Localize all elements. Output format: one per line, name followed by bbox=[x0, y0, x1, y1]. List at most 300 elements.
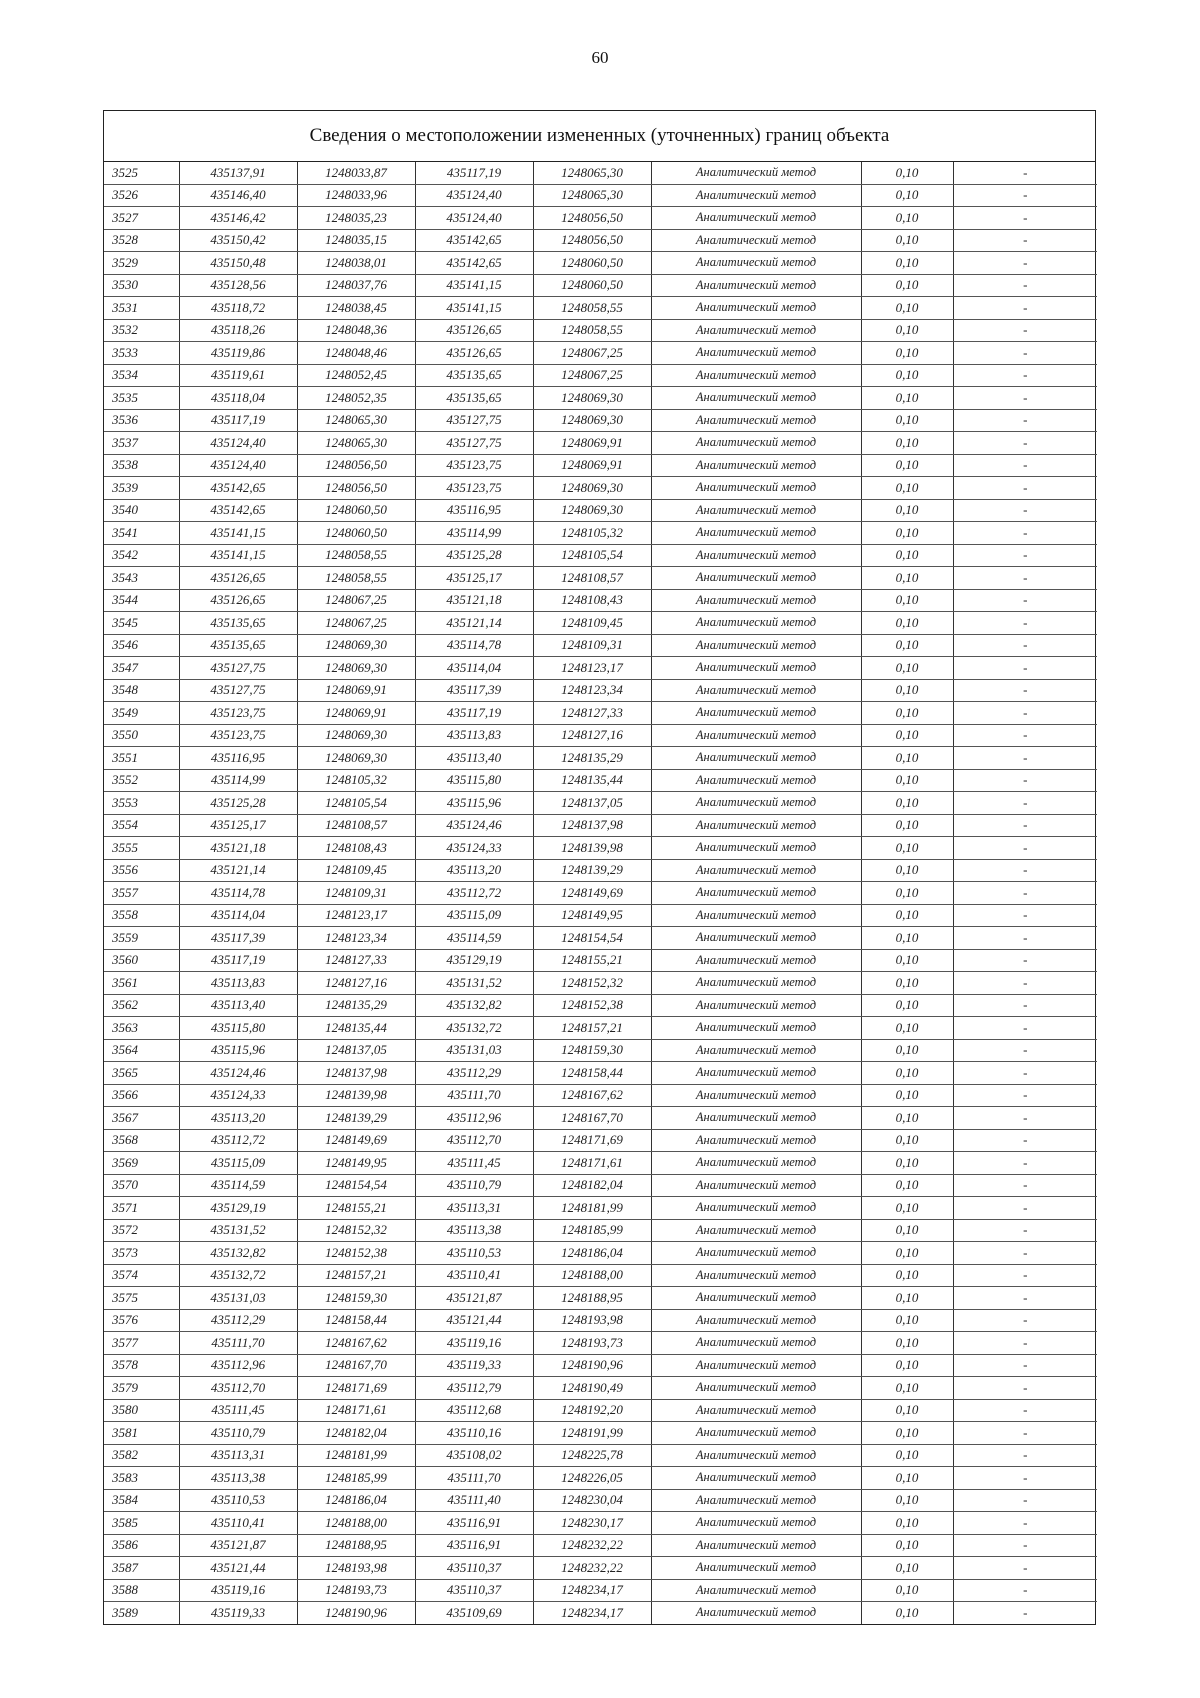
point-number-cell: 3575 bbox=[104, 1287, 179, 1310]
y-new-cell: 1248135,29 bbox=[533, 747, 651, 770]
method-cell: Аналитический метод bbox=[651, 319, 861, 342]
y-new-cell: 1248234,17 bbox=[533, 1602, 651, 1624]
x-new-cell: 435142,65 bbox=[415, 229, 533, 252]
point-number-cell: 3585 bbox=[104, 1512, 179, 1535]
x-new-cell: 435123,75 bbox=[415, 477, 533, 500]
table-row bbox=[104, 162, 1097, 184]
point-number-cell: 3587 bbox=[104, 1557, 179, 1580]
y-new-cell: 1248171,61 bbox=[533, 1152, 651, 1175]
table-row bbox=[104, 792, 1097, 815]
point-number-cell: 3531 bbox=[104, 297, 179, 320]
y-old-cell: 1248069,30 bbox=[297, 724, 415, 747]
table-row bbox=[104, 1354, 1097, 1377]
y-new-cell: 1248225,78 bbox=[533, 1444, 651, 1467]
y-new-cell: 1248067,25 bbox=[533, 342, 651, 365]
y-new-cell: 1248188,00 bbox=[533, 1264, 651, 1287]
accuracy-cell: 0,10 bbox=[861, 1354, 953, 1377]
point-number-cell: 3558 bbox=[104, 904, 179, 927]
point-number-cell: 3589 bbox=[104, 1602, 179, 1624]
x-old-cell: 435113,40 bbox=[179, 994, 297, 1017]
x-new-cell: 435110,53 bbox=[415, 1242, 533, 1265]
y-old-cell: 1248188,00 bbox=[297, 1512, 415, 1535]
x-new-cell: 435119,16 bbox=[415, 1332, 533, 1355]
x-old-cell: 435114,99 bbox=[179, 769, 297, 792]
note-cell: - bbox=[953, 1444, 1097, 1467]
accuracy-cell: 0,10 bbox=[861, 1489, 953, 1512]
y-new-cell: 1248060,50 bbox=[533, 274, 651, 297]
point-number-cell: 3574 bbox=[104, 1264, 179, 1287]
x-new-cell: 435110,37 bbox=[415, 1579, 533, 1602]
x-new-cell: 435135,65 bbox=[415, 364, 533, 387]
y-old-cell: 1248060,50 bbox=[297, 522, 415, 545]
y-new-cell: 1248230,04 bbox=[533, 1489, 651, 1512]
y-old-cell: 1248105,54 bbox=[297, 792, 415, 815]
note-cell: - bbox=[953, 859, 1097, 882]
y-old-cell: 1248135,29 bbox=[297, 994, 415, 1017]
method-cell: Аналитический метод bbox=[651, 477, 861, 500]
x-old-cell: 435112,70 bbox=[179, 1377, 297, 1400]
accuracy-cell: 0,10 bbox=[861, 544, 953, 567]
accuracy-cell: 0,10 bbox=[861, 522, 953, 545]
y-old-cell: 1248149,95 bbox=[297, 1152, 415, 1175]
accuracy-cell: 0,10 bbox=[861, 567, 953, 590]
x-old-cell: 435110,53 bbox=[179, 1489, 297, 1512]
accuracy-cell: 0,10 bbox=[861, 679, 953, 702]
x-old-cell: 435150,42 bbox=[179, 229, 297, 252]
method-cell: Аналитический метод bbox=[651, 274, 861, 297]
x-new-cell: 435117,19 bbox=[415, 162, 533, 184]
y-old-cell: 1248108,57 bbox=[297, 814, 415, 837]
table-row bbox=[104, 567, 1097, 590]
accuracy-cell: 0,10 bbox=[861, 1309, 953, 1332]
x-old-cell: 435113,31 bbox=[179, 1444, 297, 1467]
note-cell: - bbox=[953, 1017, 1097, 1040]
y-new-cell: 1248139,29 bbox=[533, 859, 651, 882]
x-new-cell: 435113,40 bbox=[415, 747, 533, 770]
table-row bbox=[104, 1084, 1097, 1107]
point-number-cell: 3586 bbox=[104, 1534, 179, 1557]
table-body bbox=[104, 162, 1097, 1624]
point-number-cell: 3527 bbox=[104, 207, 179, 230]
accuracy-cell: 0,10 bbox=[861, 994, 953, 1017]
y-new-cell: 1248152,38 bbox=[533, 994, 651, 1017]
y-old-cell: 1248037,76 bbox=[297, 274, 415, 297]
note-cell: - bbox=[953, 252, 1097, 275]
table-row bbox=[104, 1039, 1097, 1062]
note-cell: - bbox=[953, 1467, 1097, 1490]
note-cell: - bbox=[953, 994, 1097, 1017]
table-row bbox=[104, 1017, 1097, 1040]
note-cell: - bbox=[953, 522, 1097, 545]
point-number-cell: 3534 bbox=[104, 364, 179, 387]
method-cell: Аналитический метод bbox=[651, 1557, 861, 1580]
x-old-cell: 435127,75 bbox=[179, 657, 297, 680]
x-old-cell: 435124,40 bbox=[179, 454, 297, 477]
table-row bbox=[104, 814, 1097, 837]
note-cell: - bbox=[953, 1039, 1097, 1062]
point-number-cell: 3581 bbox=[104, 1422, 179, 1445]
y-new-cell: 1248158,44 bbox=[533, 1062, 651, 1085]
x-new-cell: 435125,17 bbox=[415, 567, 533, 590]
y-new-cell: 1248159,30 bbox=[533, 1039, 651, 1062]
x-new-cell: 435132,72 bbox=[415, 1017, 533, 1040]
x-new-cell: 435127,75 bbox=[415, 409, 533, 432]
x-new-cell: 435116,91 bbox=[415, 1534, 533, 1557]
x-old-cell: 435119,16 bbox=[179, 1579, 297, 1602]
note-cell: - bbox=[953, 949, 1097, 972]
x-old-cell: 435142,65 bbox=[179, 477, 297, 500]
method-cell: Аналитический метод bbox=[651, 904, 861, 927]
y-new-cell: 1248190,49 bbox=[533, 1377, 651, 1400]
x-old-cell: 435121,14 bbox=[179, 859, 297, 882]
y-old-cell: 1248139,29 bbox=[297, 1107, 415, 1130]
y-old-cell: 1248152,38 bbox=[297, 1242, 415, 1265]
point-number-cell: 3539 bbox=[104, 477, 179, 500]
accuracy-cell: 0,10 bbox=[861, 882, 953, 905]
accuracy-cell: 0,10 bbox=[861, 319, 953, 342]
note-cell: - bbox=[953, 814, 1097, 837]
method-cell: Аналитический метод bbox=[651, 702, 861, 725]
x-new-cell: 435111,70 bbox=[415, 1084, 533, 1107]
y-new-cell: 1248226,05 bbox=[533, 1467, 651, 1490]
y-new-cell: 1248157,21 bbox=[533, 1017, 651, 1040]
x-new-cell: 435112,72 bbox=[415, 882, 533, 905]
y-old-cell: 1248033,96 bbox=[297, 184, 415, 207]
point-number-cell: 3583 bbox=[104, 1467, 179, 1490]
point-number-cell: 3555 bbox=[104, 837, 179, 860]
x-new-cell: 435115,09 bbox=[415, 904, 533, 927]
x-new-cell: 435124,33 bbox=[415, 837, 533, 860]
x-old-cell: 435114,78 bbox=[179, 882, 297, 905]
note-cell: - bbox=[953, 1219, 1097, 1242]
x-new-cell: 435135,65 bbox=[415, 387, 533, 410]
point-number-cell: 3577 bbox=[104, 1332, 179, 1355]
note-cell: - bbox=[953, 904, 1097, 927]
x-old-cell: 435112,29 bbox=[179, 1309, 297, 1332]
method-cell: Аналитический метод bbox=[651, 229, 861, 252]
method-cell: Аналитический метод bbox=[651, 409, 861, 432]
table-row bbox=[104, 207, 1097, 230]
x-new-cell: 435112,29 bbox=[415, 1062, 533, 1085]
x-old-cell: 435115,96 bbox=[179, 1039, 297, 1062]
y-old-cell: 1248052,45 bbox=[297, 364, 415, 387]
y-old-cell: 1248137,05 bbox=[297, 1039, 415, 1062]
y-new-cell: 1248154,54 bbox=[533, 927, 651, 950]
y-new-cell: 1248056,50 bbox=[533, 229, 651, 252]
table-row bbox=[104, 612, 1097, 635]
table-row bbox=[104, 522, 1097, 545]
x-new-cell: 435125,28 bbox=[415, 544, 533, 567]
accuracy-cell: 0,10 bbox=[861, 1062, 953, 1085]
point-number-cell: 3588 bbox=[104, 1579, 179, 1602]
y-old-cell: 1248069,30 bbox=[297, 657, 415, 680]
x-new-cell: 435108,02 bbox=[415, 1444, 533, 1467]
accuracy-cell: 0,10 bbox=[861, 1377, 953, 1400]
y-new-cell: 1248230,17 bbox=[533, 1512, 651, 1535]
accuracy-cell: 0,10 bbox=[861, 702, 953, 725]
x-new-cell: 435131,52 bbox=[415, 972, 533, 995]
accuracy-cell: 0,10 bbox=[861, 792, 953, 815]
x-old-cell: 435115,80 bbox=[179, 1017, 297, 1040]
y-old-cell: 1248188,95 bbox=[297, 1534, 415, 1557]
method-cell: Аналитический метод bbox=[651, 1579, 861, 1602]
x-new-cell: 435112,79 bbox=[415, 1377, 533, 1400]
x-old-cell: 435135,65 bbox=[179, 634, 297, 657]
x-new-cell: 435112,68 bbox=[415, 1399, 533, 1422]
point-number-cell: 3528 bbox=[104, 229, 179, 252]
table-row bbox=[104, 1534, 1097, 1557]
y-old-cell: 1248109,45 bbox=[297, 859, 415, 882]
point-number-cell: 3542 bbox=[104, 544, 179, 567]
x-old-cell: 435118,26 bbox=[179, 319, 297, 342]
y-old-cell: 1248065,30 bbox=[297, 409, 415, 432]
note-cell: - bbox=[953, 1264, 1097, 1287]
method-cell: Аналитический метод bbox=[651, 342, 861, 365]
y-old-cell: 1248038,45 bbox=[297, 297, 415, 320]
accuracy-cell: 0,10 bbox=[861, 387, 953, 410]
accuracy-cell: 0,10 bbox=[861, 1579, 953, 1602]
point-number-cell: 3540 bbox=[104, 499, 179, 522]
table-title: Сведения о местоположении измененных (уточненных) границ объекта bbox=[104, 111, 1095, 162]
accuracy-cell: 0,10 bbox=[861, 589, 953, 612]
accuracy-cell: 0,10 bbox=[861, 1197, 953, 1220]
table-row bbox=[104, 432, 1097, 455]
accuracy-cell: 0,10 bbox=[861, 432, 953, 455]
note-cell: - bbox=[953, 837, 1097, 860]
method-cell: Аналитический метод bbox=[651, 792, 861, 815]
method-cell: Аналитический метод bbox=[651, 1399, 861, 1422]
y-old-cell: 1248105,32 bbox=[297, 769, 415, 792]
table-row bbox=[104, 972, 1097, 995]
note-cell: - bbox=[953, 1129, 1097, 1152]
x-old-cell: 435124,33 bbox=[179, 1084, 297, 1107]
method-cell: Аналитический метод bbox=[651, 1129, 861, 1152]
note-cell: - bbox=[953, 454, 1097, 477]
note-cell: - bbox=[953, 927, 1097, 950]
y-old-cell: 1248186,04 bbox=[297, 1489, 415, 1512]
note-cell: - bbox=[953, 1174, 1097, 1197]
method-cell: Аналитический метод bbox=[651, 1264, 861, 1287]
accuracy-cell: 0,10 bbox=[861, 184, 953, 207]
y-new-cell: 1248149,69 bbox=[533, 882, 651, 905]
y-new-cell: 1248135,44 bbox=[533, 769, 651, 792]
x-new-cell: 435141,15 bbox=[415, 274, 533, 297]
y-new-cell: 1248067,25 bbox=[533, 364, 651, 387]
point-number-cell: 3530 bbox=[104, 274, 179, 297]
x-old-cell: 435119,86 bbox=[179, 342, 297, 365]
y-new-cell: 1248171,69 bbox=[533, 1129, 651, 1152]
y-new-cell: 1248108,43 bbox=[533, 589, 651, 612]
method-cell: Аналитический метод bbox=[651, 364, 861, 387]
table-row bbox=[104, 229, 1097, 252]
x-old-cell: 435119,61 bbox=[179, 364, 297, 387]
method-cell: Аналитический метод bbox=[651, 184, 861, 207]
point-number-cell: 3559 bbox=[104, 927, 179, 950]
x-old-cell: 435124,40 bbox=[179, 432, 297, 455]
note-cell: - bbox=[953, 1399, 1097, 1422]
y-old-cell: 1248158,44 bbox=[297, 1309, 415, 1332]
table-row bbox=[104, 1129, 1097, 1152]
method-cell: Аналитический метод bbox=[651, 1174, 861, 1197]
accuracy-cell: 0,10 bbox=[861, 769, 953, 792]
point-number-cell: 3529 bbox=[104, 252, 179, 275]
x-new-cell: 435126,65 bbox=[415, 342, 533, 365]
point-number-cell: 3570 bbox=[104, 1174, 179, 1197]
method-cell: Аналитический метод bbox=[651, 814, 861, 837]
x-new-cell: 435114,04 bbox=[415, 657, 533, 680]
y-old-cell: 1248171,69 bbox=[297, 1377, 415, 1400]
note-cell: - bbox=[953, 1332, 1097, 1355]
y-old-cell: 1248149,69 bbox=[297, 1129, 415, 1152]
accuracy-cell: 0,10 bbox=[861, 634, 953, 657]
point-number-cell: 3547 bbox=[104, 657, 179, 680]
method-cell: Аналитический метод bbox=[651, 1534, 861, 1557]
x-new-cell: 435117,39 bbox=[415, 679, 533, 702]
y-old-cell: 1248137,98 bbox=[297, 1062, 415, 1085]
note-cell: - bbox=[953, 207, 1097, 230]
note-cell: - bbox=[953, 1534, 1097, 1557]
y-new-cell: 1248191,99 bbox=[533, 1422, 651, 1445]
accuracy-cell: 0,10 bbox=[861, 1399, 953, 1422]
x-new-cell: 435123,75 bbox=[415, 454, 533, 477]
point-number-cell: 3556 bbox=[104, 859, 179, 882]
x-new-cell: 435109,69 bbox=[415, 1602, 533, 1624]
x-old-cell: 435117,19 bbox=[179, 949, 297, 972]
method-cell: Аналитический метод bbox=[651, 949, 861, 972]
method-cell: Аналитический метод bbox=[651, 972, 861, 995]
table-row bbox=[104, 769, 1097, 792]
point-number-cell: 3580 bbox=[104, 1399, 179, 1422]
table-row bbox=[104, 544, 1097, 567]
y-new-cell: 1248149,95 bbox=[533, 904, 651, 927]
table-row bbox=[104, 1399, 1097, 1422]
y-new-cell: 1248069,30 bbox=[533, 477, 651, 500]
method-cell: Аналитический метод bbox=[651, 432, 861, 455]
accuracy-cell: 0,10 bbox=[861, 724, 953, 747]
y-old-cell: 1248152,32 bbox=[297, 1219, 415, 1242]
y-old-cell: 1248157,21 bbox=[297, 1264, 415, 1287]
x-old-cell: 435132,82 bbox=[179, 1242, 297, 1265]
x-old-cell: 435135,65 bbox=[179, 612, 297, 635]
y-old-cell: 1248167,62 bbox=[297, 1332, 415, 1355]
method-cell: Аналитический метод bbox=[651, 1219, 861, 1242]
y-new-cell: 1248069,30 bbox=[533, 387, 651, 410]
x-new-cell: 435112,70 bbox=[415, 1129, 533, 1152]
accuracy-cell: 0,10 bbox=[861, 274, 953, 297]
table-row bbox=[104, 1557, 1097, 1580]
note-cell: - bbox=[953, 567, 1097, 590]
y-old-cell: 1248052,35 bbox=[297, 387, 415, 410]
note-cell: - bbox=[953, 972, 1097, 995]
y-new-cell: 1248186,04 bbox=[533, 1242, 651, 1265]
accuracy-cell: 0,10 bbox=[861, 1557, 953, 1580]
point-number-cell: 3568 bbox=[104, 1129, 179, 1152]
y-new-cell: 1248123,34 bbox=[533, 679, 651, 702]
y-old-cell: 1248190,96 bbox=[297, 1602, 415, 1624]
x-new-cell: 435115,80 bbox=[415, 769, 533, 792]
table-row bbox=[104, 364, 1097, 387]
method-cell: Аналитический метод bbox=[651, 1444, 861, 1467]
y-old-cell: 1248139,98 bbox=[297, 1084, 415, 1107]
y-old-cell: 1248048,36 bbox=[297, 319, 415, 342]
point-number-cell: 3579 bbox=[104, 1377, 179, 1400]
x-old-cell: 435111,70 bbox=[179, 1332, 297, 1355]
y-old-cell: 1248048,46 bbox=[297, 342, 415, 365]
x-old-cell: 435123,75 bbox=[179, 724, 297, 747]
accuracy-cell: 0,10 bbox=[861, 297, 953, 320]
note-cell: - bbox=[953, 612, 1097, 635]
point-number-cell: 3545 bbox=[104, 612, 179, 635]
y-new-cell: 1248058,55 bbox=[533, 297, 651, 320]
note-cell: - bbox=[953, 702, 1097, 725]
note-cell: - bbox=[953, 319, 1097, 342]
note-cell: - bbox=[953, 499, 1097, 522]
table-row bbox=[104, 297, 1097, 320]
table-row bbox=[104, 927, 1097, 950]
note-cell: - bbox=[953, 364, 1097, 387]
point-number-cell: 3536 bbox=[104, 409, 179, 432]
x-old-cell: 435129,19 bbox=[179, 1197, 297, 1220]
accuracy-cell: 0,10 bbox=[861, 1264, 953, 1287]
accuracy-cell: 0,10 bbox=[861, 837, 953, 860]
note-cell: - bbox=[953, 792, 1097, 815]
note-cell: - bbox=[953, 229, 1097, 252]
y-new-cell: 1248060,50 bbox=[533, 252, 651, 275]
accuracy-cell: 0,10 bbox=[861, 1534, 953, 1557]
accuracy-cell: 0,10 bbox=[861, 229, 953, 252]
table-row bbox=[104, 657, 1097, 680]
y-old-cell: 1248067,25 bbox=[297, 612, 415, 635]
accuracy-cell: 0,10 bbox=[861, 972, 953, 995]
point-number-cell: 3571 bbox=[104, 1197, 179, 1220]
method-cell: Аналитический метод bbox=[651, 454, 861, 477]
x-old-cell: 435113,83 bbox=[179, 972, 297, 995]
point-number-cell: 3541 bbox=[104, 522, 179, 545]
note-cell: - bbox=[953, 1287, 1097, 1310]
table-row bbox=[104, 949, 1097, 972]
accuracy-cell: 0,10 bbox=[861, 1602, 953, 1624]
accuracy-cell: 0,10 bbox=[861, 1084, 953, 1107]
method-cell: Аналитический метод bbox=[651, 634, 861, 657]
x-old-cell: 435127,75 bbox=[179, 679, 297, 702]
table-row bbox=[104, 1467, 1097, 1490]
note-cell: - bbox=[953, 297, 1097, 320]
accuracy-cell: 0,10 bbox=[861, 454, 953, 477]
accuracy-cell: 0,10 bbox=[861, 207, 953, 230]
x-old-cell: 435119,33 bbox=[179, 1602, 297, 1624]
accuracy-cell: 0,10 bbox=[861, 859, 953, 882]
y-old-cell: 1248033,87 bbox=[297, 162, 415, 184]
point-number-cell: 3526 bbox=[104, 184, 179, 207]
x-new-cell: 435132,82 bbox=[415, 994, 533, 1017]
y-new-cell: 1248069,91 bbox=[533, 454, 651, 477]
point-number-cell: 3538 bbox=[104, 454, 179, 477]
y-old-cell: 1248127,16 bbox=[297, 972, 415, 995]
x-new-cell: 435113,83 bbox=[415, 724, 533, 747]
accuracy-cell: 0,10 bbox=[861, 657, 953, 680]
point-number-cell: 3532 bbox=[104, 319, 179, 342]
note-cell: - bbox=[953, 274, 1097, 297]
note-cell: - bbox=[953, 387, 1097, 410]
note-cell: - bbox=[953, 162, 1097, 184]
y-old-cell: 1248123,17 bbox=[297, 904, 415, 927]
point-number-cell: 3551 bbox=[104, 747, 179, 770]
note-cell: - bbox=[953, 1579, 1097, 1602]
note-cell: - bbox=[953, 1512, 1097, 1535]
y-old-cell: 1248108,43 bbox=[297, 837, 415, 860]
y-new-cell: 1248065,30 bbox=[533, 184, 651, 207]
x-old-cell: 435113,20 bbox=[179, 1107, 297, 1130]
